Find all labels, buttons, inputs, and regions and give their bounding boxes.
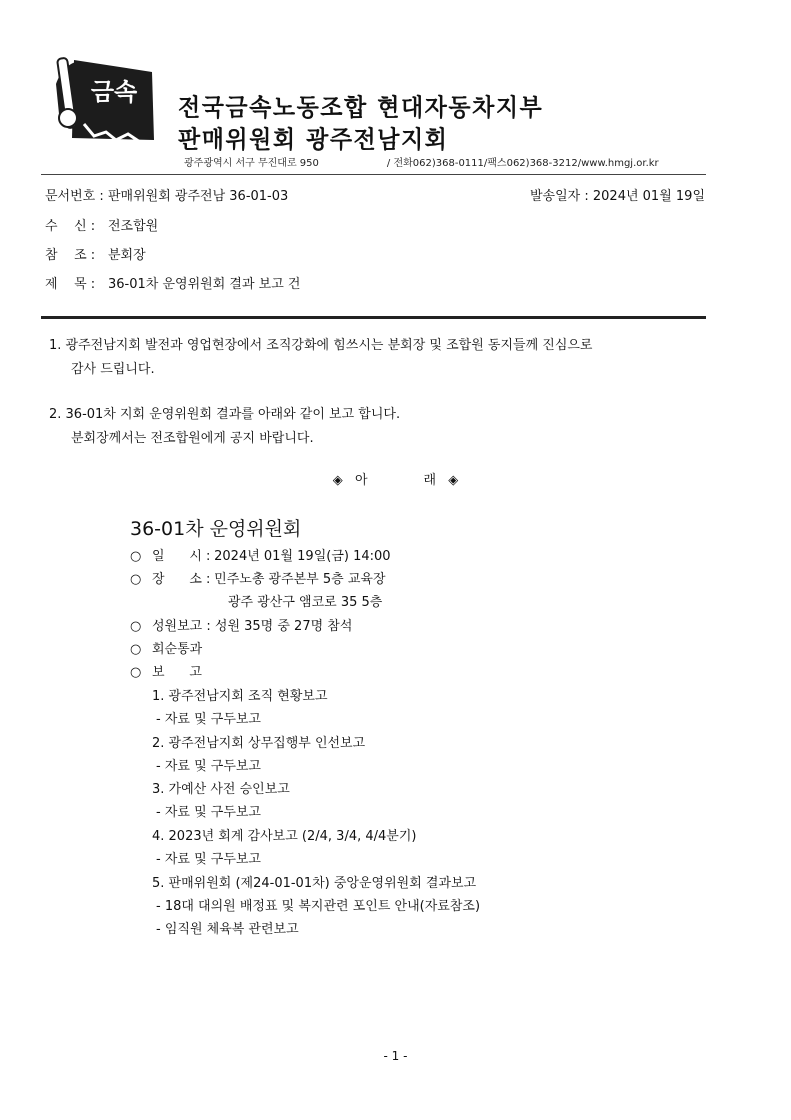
meeting-title: 36-01차 운영위원회 [130, 518, 302, 540]
place-address: 광주 광산구 앰코로 35 5층 [228, 595, 383, 610]
report-sub-item: - 임직원 체육복 관련보고 [156, 922, 299, 937]
minutes: 회순통과 [152, 642, 203, 657]
place-label: 장 소 : [152, 572, 211, 587]
paragraph-2-line-1: 2. 36-01차 지회 운영위원회 결과를 아래와 같이 보고 합니다. [49, 407, 401, 422]
report-sub-item: - 자료 및 구두보고 [156, 712, 261, 727]
org-contact: / 전화062)368-0111/팩스062)368-3212/www.hmgj.or.kr [386, 158, 659, 169]
report-item: 5. 판매위원회 (제24-01-01차) 중앙운영위원회 결과보고 [152, 876, 477, 891]
date-row [130, 546, 391, 568]
bullet: ○ [130, 665, 142, 680]
paragraph-1-line-1: 1. 광주전남지회 발전과 영업현장에서 조직강화에 힘쓰시는 분회장 및 조합원 동지들께 진심으로 [49, 338, 593, 353]
sent-date-row [530, 185, 705, 204]
org-name-line2: 판매위원회 광주전남지회 [178, 126, 449, 154]
doc-number: 판매위원회 광주전남 36-01-03 [108, 189, 289, 204]
report-sub-item: - 자료 및 구두보고 [156, 805, 261, 820]
notice-a: 아 [354, 473, 368, 488]
subject-row [45, 273, 300, 292]
report-item: 1. 광주전남지회 조직 현황보고 [152, 689, 328, 704]
subject: 36-01차 운영위원회 결과 보고 건 [108, 277, 301, 292]
date-label: 일 시 : [152, 549, 211, 564]
report-row [130, 662, 202, 684]
logo-text: 금속 [90, 78, 138, 106]
org-address-line [184, 154, 659, 169]
report-item: 4. 2023년 회계 감사보고 (2/4, 3/4, 4/4분기) [152, 829, 417, 844]
meeting-date: 2024년 01월 19일(금) 14:00 [214, 549, 391, 564]
report-label: 보 고 [152, 665, 202, 680]
meta-divider [41, 316, 706, 319]
org-address: 광주광역시 서구 무진대로 950 [184, 158, 319, 169]
bullet: ○ [130, 572, 142, 587]
header-divider [41, 174, 706, 175]
recipient-label: 수 신 : [45, 219, 96, 234]
meeting-place: 민주노총 광주본부 5층 교육장 [214, 572, 386, 587]
org-name-line1: 전국금속노동조합 현대자동차지부 [178, 94, 544, 122]
report-sub-item: - 18대 대의원 배정표 및 복지관련 포인트 안내(자료참조) [156, 899, 481, 914]
page-number: - 1 - [383, 1049, 408, 1063]
recipient: 전조합원 [108, 219, 159, 234]
report-item: 3. 가예산 사전 승인보고 [152, 782, 290, 797]
recipient-row [45, 215, 158, 234]
quorum: 성원 35명 중 27명 참석 [214, 619, 353, 634]
diamond-right: ◈ [448, 473, 459, 488]
report-sub-item: - 자료 및 구두보고 [156, 852, 261, 867]
minutes-row [130, 639, 202, 661]
report-item: 2. 광주전남지회 상무집행부 인선보고 [152, 736, 366, 751]
quorum-label: 성원보고 : [152, 619, 211, 634]
bullet: ○ [130, 619, 142, 634]
reference: 분회장 [108, 248, 146, 263]
bullet: ○ [130, 549, 142, 564]
diamond-left: ◈ [332, 473, 343, 488]
paragraph-2-line-2: 분회장께서는 전조합원에게 공지 바랍니다. [71, 431, 314, 446]
place-row [130, 569, 386, 591]
bullet: ○ [130, 642, 142, 657]
reference-row [45, 244, 146, 263]
sent-date: 2024년 01월 19일 [592, 189, 705, 204]
union-logo [54, 54, 162, 146]
doc-number-row [45, 185, 288, 204]
report-sub-item: - 자료 및 구두보고 [156, 759, 261, 774]
paragraph-1-line-2: 감사 드립니다. [71, 362, 155, 377]
reference-label: 참 조 : [45, 248, 96, 263]
notice-rae: 래 [423, 473, 437, 488]
sent-date-label: 발송일자 : [530, 189, 589, 204]
quorum-row [130, 616, 352, 638]
subject-label: 제 목 : [45, 277, 96, 292]
notice-heading [0, 469, 791, 488]
doc-number-label: 문서번호 : [45, 189, 104, 204]
